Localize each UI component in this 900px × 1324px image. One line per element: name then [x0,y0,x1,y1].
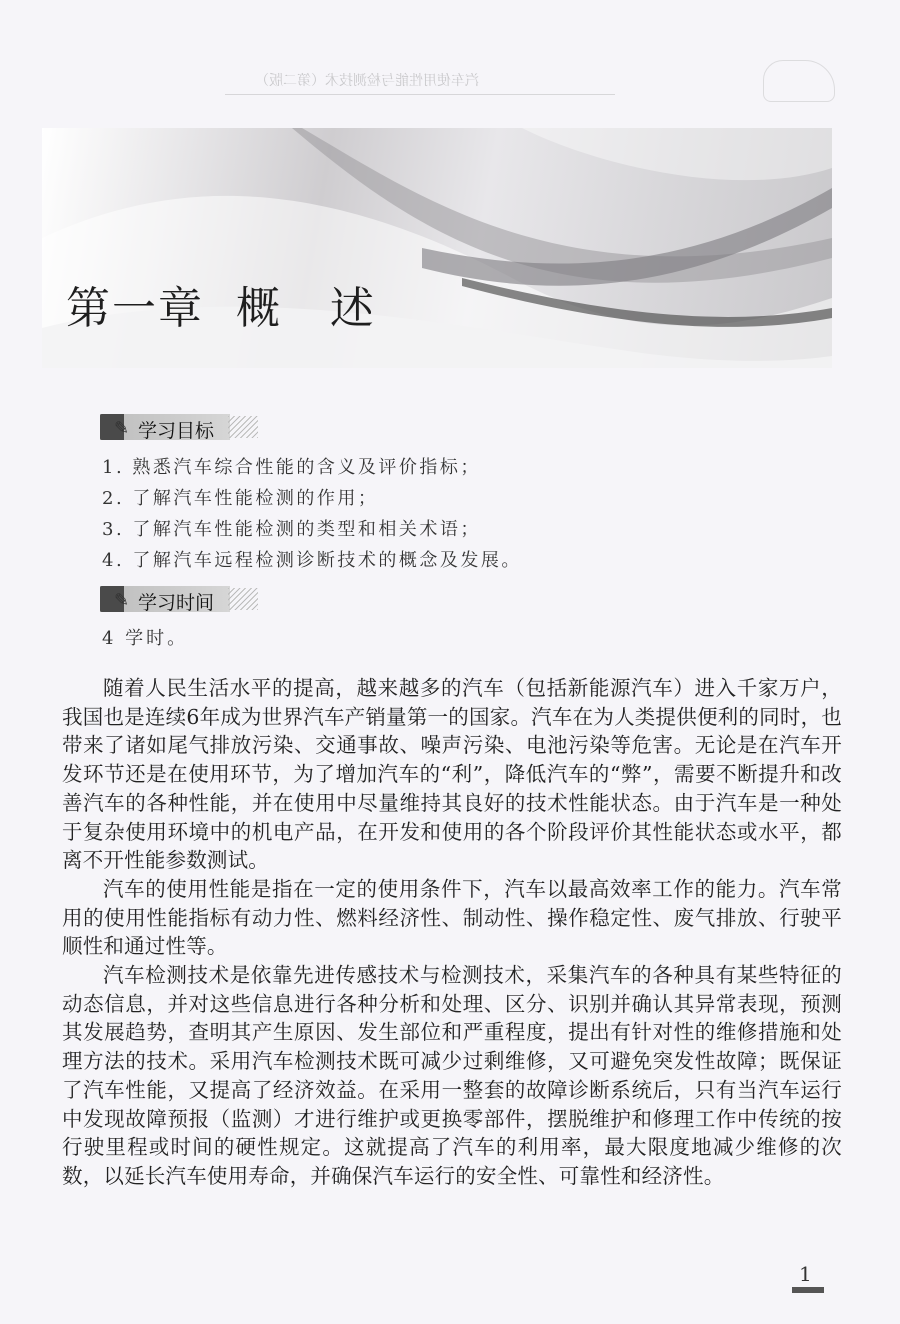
page-number: 1 [799,1262,812,1286]
paragraph: 汽车的使用性能是指在一定的使用条件下，汽车以最高效率工作的能力。汽车常用的使用性能指标有动力性、燃料经济性、制动性、操作稳定性、废气排放、行驶平顺性和通过性等。 [62,876,842,959]
pencil-icon: ✎ [114,590,130,611]
body-text [62,674,842,1191]
pencil-icon: ✎ [114,418,130,439]
objective-item: 4. 了解汽车远程检测诊断技术的概念及发展。 [102,550,522,571]
section-label-text: 学习时间 [138,592,215,614]
learning-time-label [100,586,260,612]
running-header-bleedthrough [225,62,835,102]
stripes-decoration [228,416,258,438]
section-label-text: 学习目标 [138,420,215,442]
objective-item: 3. 了解汽车性能检测的类型和相关术语； [102,519,481,540]
objective-item: 1. 熟悉汽车综合性能的含义及评价指标； [102,457,481,478]
header-rule [225,94,615,95]
learning-objectives-list [102,452,522,576]
objective-item: 2. 了解汽车性能检测的作用； [102,488,379,509]
page-number-bar [792,1287,824,1293]
stripes-decoration [228,588,258,610]
paragraph: 随着人民生活水平的提高，越来越多的汽车（包括新能源汽车）进入千家万户，我国也是连续6年成为世界汽车产销量第一的国家。汽车在为人类提供便利的同时，也带来了诸如尾气排放污染、交通事故、噪声污染、电池污染等危害。无论是在汽车开发环节还是在使用环节，为了增加汽车的“利”，降低汽车的“弊”，需要不断提升和改善汽车的各种性能，并在使用中尽量维持其良好的技术性能状态。由于汽车是一种处于复杂使用环境中的机电产品，在开发和使用的各个阶段评价其性能状态或水平，都离不开性能参数测试。 [62,676,842,873]
learning-objectives-label [100,414,260,440]
chapter-title: 第一章 概 述 [66,283,376,334]
learning-time-value: 4 学时。 [102,628,189,649]
running-header-title: 汽车使用性能与检测技术（第二版） [255,73,479,89]
car-icon [763,60,835,102]
paragraph: 汽车检测技术是依靠先进传感技术与检测技术，采集汽车的各种具有某些特征的动态信息，并对这些信息进行各种分析和处理、区分、识别并确认其异常表现，预测其发展趋势，查明其产生原因、发生部位和严重程度，提出有针对性的维修措施和处理方法的技术。采用汽车检测技术既可减少过剩维修，又可避免突发性故障；既保证了汽车性能，又提高了经济效益。在采用一整套的故障诊断系统后，只有当汽车运行中发现故障预报（监测）才进行维护或更换零部件，摆脱维护和修理工作中传统的按行驶里程或时间的硬性规定。这就提高了汽车的利用率，最大限度地减少维修的次数，以延长汽车使用寿命，并确保汽车运行的安全性、可靠性和经济性。 [62,963,842,1188]
